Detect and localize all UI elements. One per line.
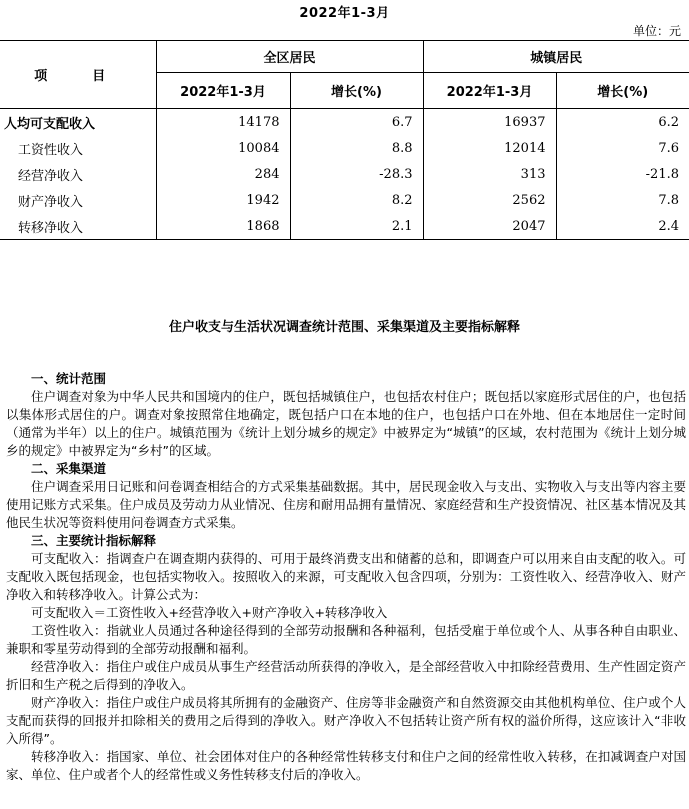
sub-header-period-urban: 2022年1-3月 xyxy=(423,73,556,109)
cell-value: 8.2 xyxy=(290,187,423,213)
table-row xyxy=(0,161,689,187)
cell-value: 16937 xyxy=(423,109,556,136)
table-period-title: 2022年1-3月 xyxy=(299,6,390,21)
sub-header-period-all: 2022年1-3月 xyxy=(156,73,290,109)
group-header-all-residents: 全区居民 xyxy=(156,41,423,73)
cell-value: 7.6 xyxy=(556,135,689,161)
row-label: 经营净收入 xyxy=(18,168,84,184)
row-label: 财产净收入 xyxy=(18,194,84,210)
section-heading: 二、采集渠道 xyxy=(31,461,107,476)
cell-value: 1942 xyxy=(156,187,290,213)
cell-value: -28.3 xyxy=(290,161,423,187)
paragraph: 可支配收入：指调查户在调查期内获得的、可用于最终消费支出和储蓄的总和，即调查户可以用来自由支配的收入。可支配收入既包括现金，也包括实物收入。按照收入的来源，可支配收入包含四项，分别为：工资性收入、经营净收入、财产净收入和转移净收入。计算公式为： xyxy=(6,551,686,602)
paragraph: 经营净收入：指住户或住户成员从事生产经营活动所获得的净收入，是全部经营收入中扣除经营费用、生产性固定资产折旧和生产税之后得到的净收入。 xyxy=(6,659,686,692)
row-label: 转移净收入 xyxy=(0,213,156,240)
cell-value: 2.1 xyxy=(290,213,423,240)
table-row xyxy=(0,109,689,136)
cell-value: 14178 xyxy=(156,109,290,136)
cell-value: 284 xyxy=(156,161,290,187)
cell-value: 7.8 xyxy=(556,187,689,213)
paragraph: 住户调查对象为中华人民共和国境内的住户，既包括城镇住户，也包括农村住户；既包括以家庭形式居住的户，也包括以集体形式居住的户。调查对象按照常住地确定，既包括户口在本地的住户，也包括户口在外地、但在本地居住一定时间（通常为半年）以上的住户。城镇范围为《统计上划分城乡的规定》中被界定为“城镇”的区域，农村范围为《统计上划分城乡的规定》中被界定为“乡村”的区域。 xyxy=(6,389,686,458)
section-heading: 三、主要统计指标解释 xyxy=(31,533,157,548)
table-row xyxy=(0,187,689,213)
item-column-header: 项 目 xyxy=(0,41,156,109)
sub-header-growth-all: 增长(%) xyxy=(290,73,423,109)
cell-value: 1868 xyxy=(156,213,290,240)
unit-label: 单位：元 xyxy=(632,24,681,38)
row-label: 工资性收入 xyxy=(18,142,84,158)
cell-value: 6.2 xyxy=(556,109,689,136)
paragraph: 转移净收入：指国家、单位、社会团体对住户的各种经常性转移支付和住户之间的经常性收入转移，在扣减调查户对国家、单位、住户或者个人的经常性或义务性转移支付后的净收入。 xyxy=(6,749,686,782)
cell-value: 8.8 xyxy=(290,135,423,161)
cell-value: 2562 xyxy=(423,187,556,213)
cell-value: -21.8 xyxy=(556,161,689,187)
table-row xyxy=(0,135,689,161)
cell-value: 10084 xyxy=(156,135,290,161)
paragraph: 工资性收入：指就业人员通过各种途径得到的全部劳动报酬和各种福利，包括受雇于单位或个人、从事各种自由职业、兼职和零星劳动得到的全部劳动报酬和福利。 xyxy=(6,623,686,656)
cell-value: 12014 xyxy=(423,135,556,161)
cell-value: 6.7 xyxy=(290,109,423,136)
sub-header-growth-urban: 增长(%) xyxy=(556,73,689,109)
group-header-urban-residents: 城镇居民 xyxy=(423,41,689,73)
paragraph: 住户调查采用日记账和问卷调查相结合的方式采集基础数据。其中，居民现金收入与支出、实物收入与支出等内容主要使用记账方式采集。住户成员及劳动力从业情况、住房和耐用品拥有量情况、家庭经营和生产投资情况、社区基本情况及其他民生状况等资料使用问卷调查方式采集。 xyxy=(6,479,686,530)
section-heading: 一、统计范围 xyxy=(31,371,107,386)
formula: 可支配收入＝工资性收入+经营净收入+财产净收入+转移净收入 xyxy=(31,605,388,620)
income-table xyxy=(0,40,689,240)
cell-value: 2047 xyxy=(423,213,556,240)
document-title: 住户收支与生活状况调查统计范围、采集渠道及主要指标解释 xyxy=(168,320,520,335)
paragraph: 财产净收入：指住户或住户成员将其所拥有的金融资产、住房等非金融资产和自然资源交由其他机构单位、住户或个人支配而获得的回报并扣除相关的费用之后得到的净收入。财产净收入不包括转让资产所有权的溢价所得，这应该计入“非收入所得”。 xyxy=(6,695,686,746)
row-label: 人均可支配收入 xyxy=(4,116,96,132)
cell-value: 313 xyxy=(423,161,556,187)
document-body xyxy=(6,370,686,784)
cell-value: 2.4 xyxy=(556,213,689,240)
table-row xyxy=(0,213,689,240)
